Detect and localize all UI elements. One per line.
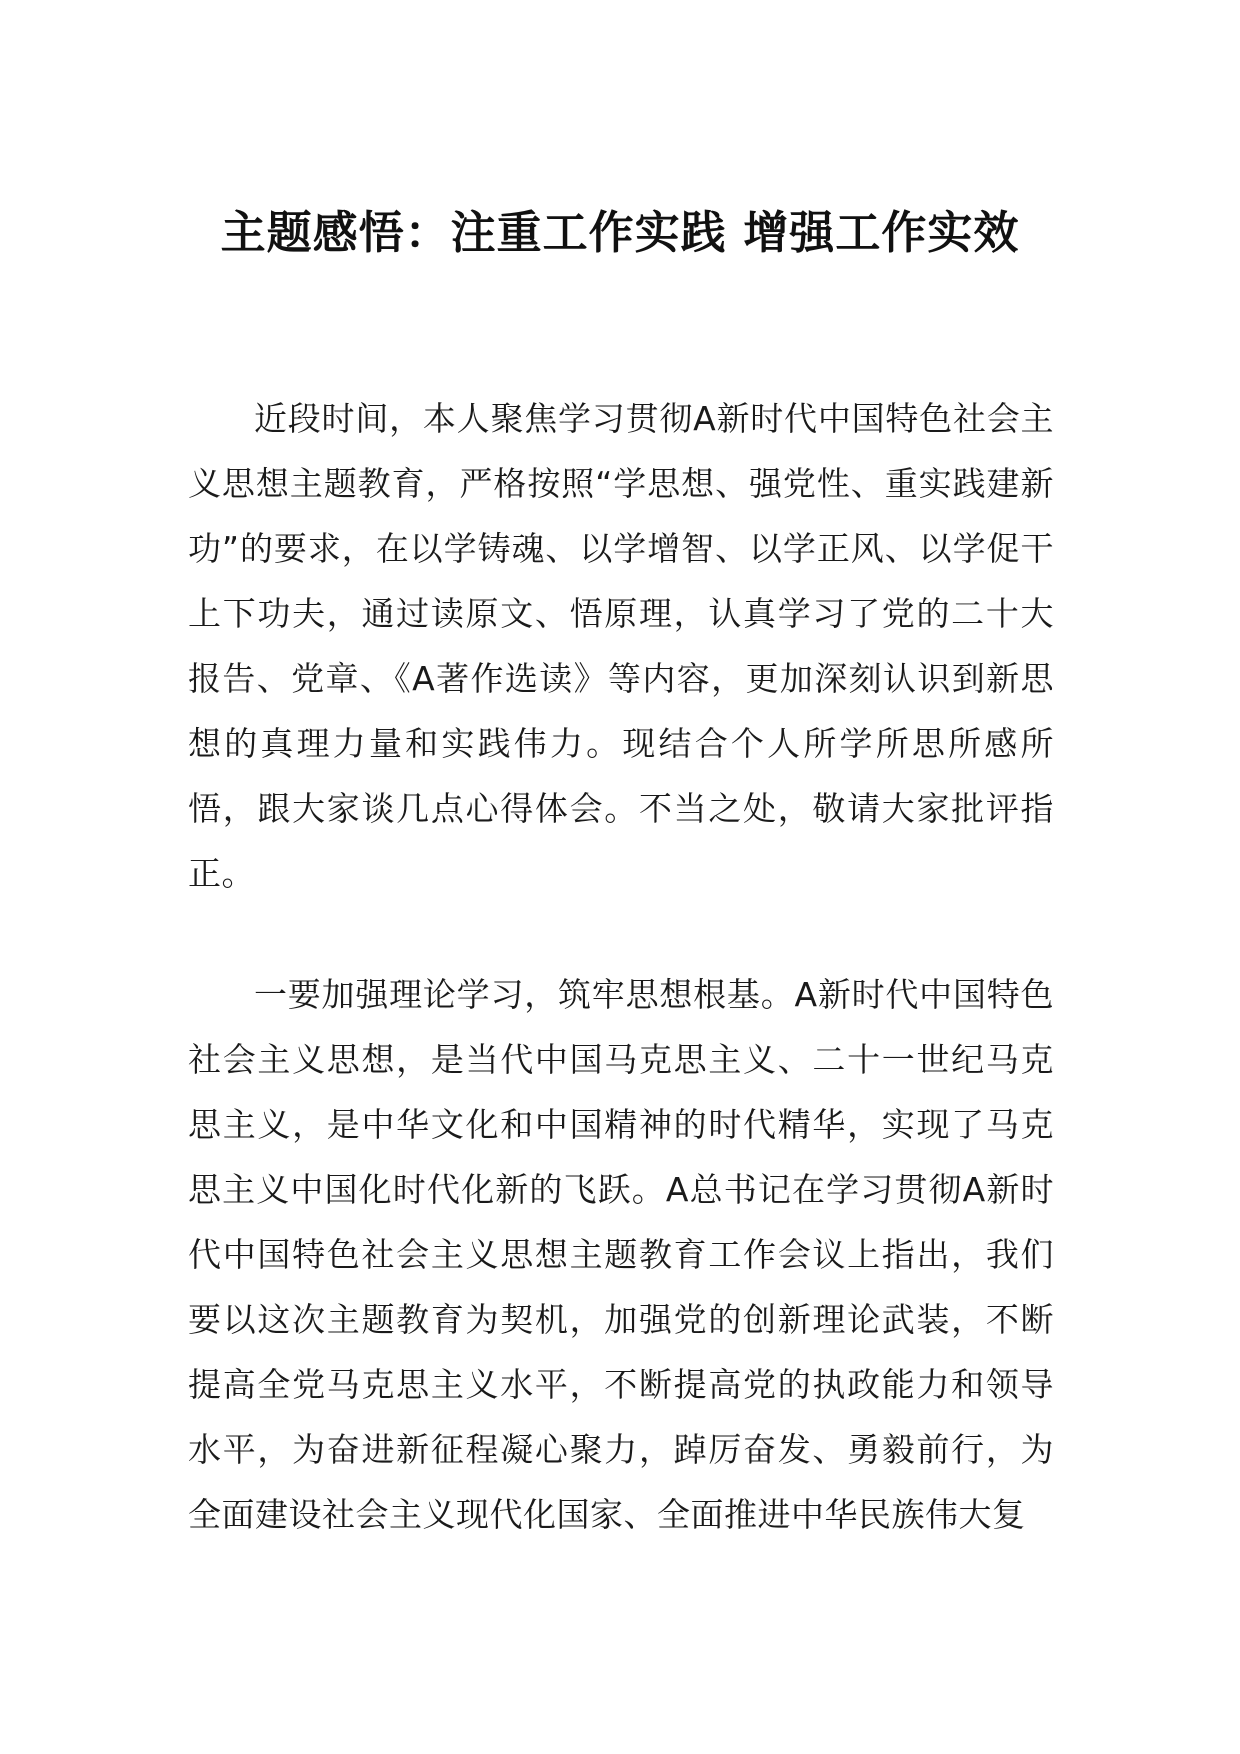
paragraph-theory-study: 一要加强理论学习，筑牢思想根基。A新时代中国特色社会主义思想，是当代中国马克思主义、二十一世纪马克思主义，是中华文化和中国精神的时代精华，实现了马克思主义中国化时代化新的飞跃。A总书记在学习贯彻A新时代中国特色社会主义思想主题教育工作会议上指出，我们要以这次主题教育为契机，加强党的创新理论武装，不断提高全党马克思主义水平，不断提高党的执政能力和领导水平，为奋进新征程凝心聚力，踔厉奋发、勇毅前行，为全面建设社会主义现代化国家、全面推进中华民族伟大复 [188,975,1054,1534]
document-title: 主题感悟：注重工作实践 增强工作实效 [220,206,1020,259]
paragraph-intro: 近段时间，本人聚焦学习贯彻A新时代中国特色社会主义思想主题教育，严格按照“学思想、强党性、重实践建新功”的要求，在以学铸魂、以学增智、以学正风、以学促干上下功夫，通过读原文、悟原理，认真学习了党的二十大报告、党章、《A著作选读》等内容，更加深刻认识到新思想的真理力量和实践伟力。现结合个人所学所思所感所悟，跟大家谈几点心得体会。不当之处，敬请大家批评指正。 [188,399,1054,893]
